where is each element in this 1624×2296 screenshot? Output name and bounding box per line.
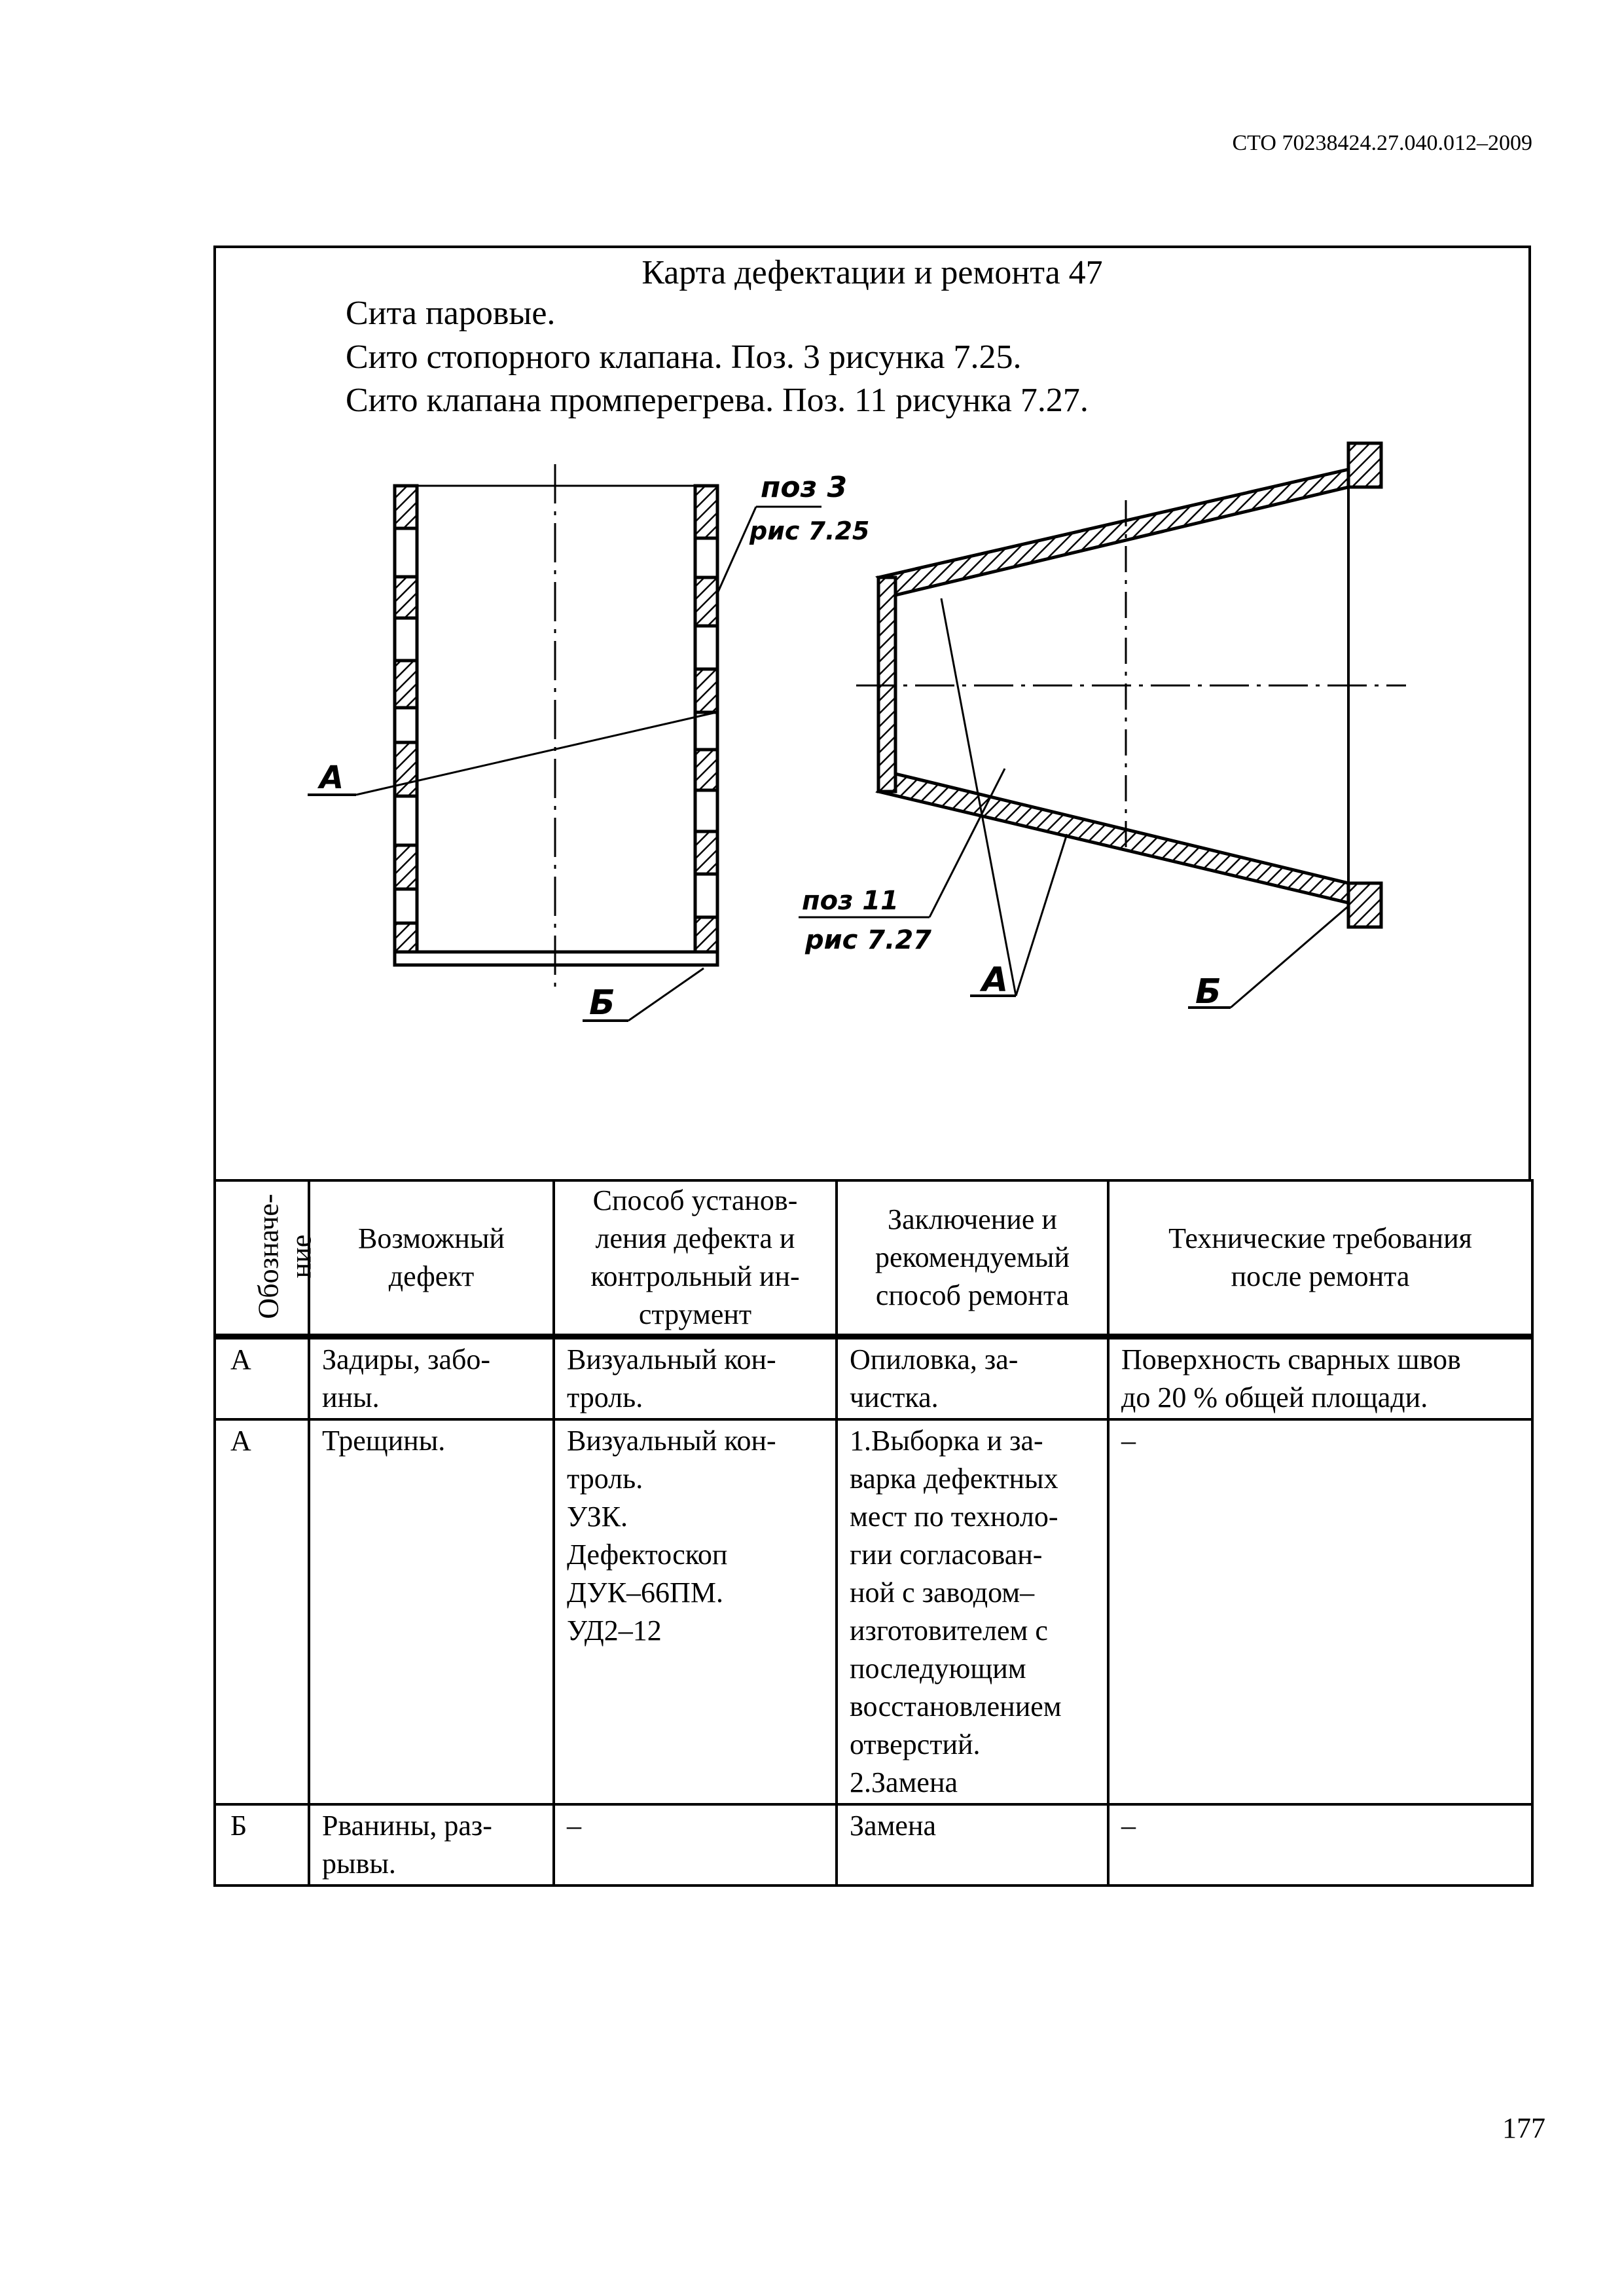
right-label-a: А [982, 960, 1009, 1000]
cylinder-left-wall [395, 486, 417, 952]
table-row [215, 1804, 1532, 1886]
cell-conclusion: Опиловка, за- чистка. [837, 1337, 1108, 1420]
header-conclusion: Заключение и рекомендуемый способ ремонта [837, 1180, 1108, 1337]
card-title: Карта дефектации и ремонта 47 [641, 254, 1103, 291]
cell-designation: А [215, 1337, 309, 1420]
cell-method: Визуальный кон- троль. УЗК. Дефектоскоп ДУК–66ПМ. УД2–12 [554, 1419, 837, 1804]
card-frame [213, 246, 1531, 1182]
header-detection-method: Способ установ- ления дефекта и контрольный ин- струмент [554, 1180, 837, 1337]
cone-bottom-wall [878, 774, 1348, 903]
technical-drawing [216, 248, 1528, 1184]
cone-top-wall [878, 469, 1348, 595]
cell-method: – [554, 1804, 837, 1886]
cell-designation: Б [215, 1804, 309, 1886]
cell-defect: Трещины. [309, 1419, 554, 1804]
left-figure-label: рис 7.25 [749, 517, 870, 545]
right-figure-label: рис 7.27 [805, 925, 931, 955]
table-header-row [215, 1180, 1532, 1337]
defects-table [213, 1179, 1534, 1887]
cell-defect: Задиры, забо- ины. [309, 1337, 554, 1420]
cell-requirements: Поверхность сварных швов до 20 % общей площади. [1108, 1337, 1532, 1420]
cell-defect: Рванины, раз- рывы. [309, 1804, 554, 1886]
left-position-label: поз 3 [761, 471, 848, 504]
left-label-a: А [319, 759, 344, 796]
right-label-b: Б [1195, 972, 1221, 1011]
right-position-label: поз 11 [802, 886, 899, 916]
cone-top-flange [1348, 443, 1381, 487]
card-subtitle-sieves: Сита паровые. [346, 295, 556, 332]
cell-requirements: – [1108, 1804, 1532, 1886]
cell-requirements: – [1108, 1419, 1532, 1804]
cylinder-right-wall [695, 486, 717, 952]
cone-sieve-drawing [799, 443, 1406, 1011]
left-label-b: Б [589, 983, 615, 1023]
header-designation: Обозначе- ние [215, 1180, 309, 1337]
table-row [215, 1337, 1532, 1420]
cell-designation: А [215, 1419, 309, 1804]
table-row [215, 1419, 1532, 1804]
card-subtitle-stop-valve: Сито стопорного клапана. Поз. 3 рисунка 7.25. [346, 338, 1022, 376]
cone-bottom-flange [1348, 883, 1381, 927]
cell-conclusion: 1.Выборка и за- варка дефектных мест по техноло- гии согласован- ной с заводом– изготовителем с последующим восстановлением отверстий. 2.Замена [837, 1419, 1108, 1804]
page-number: 177 [1502, 2112, 1545, 2144]
cell-conclusion: Замена [837, 1804, 1108, 1886]
cell-method: Визуальный кон- троль. [554, 1337, 837, 1420]
header-possible-defect: Возможный дефект [309, 1180, 554, 1337]
document-code: СТО 70238424.27.040.012–2009 [1232, 131, 1532, 155]
cylinder-sieve-drawing [308, 464, 869, 1023]
card-subtitle-reheat-valve: Сито клапана промперегрева. Поз. 11 рисунка 7.27. [346, 382, 1089, 419]
header-technical-requirements: Технические требования после ремонта [1108, 1180, 1532, 1337]
